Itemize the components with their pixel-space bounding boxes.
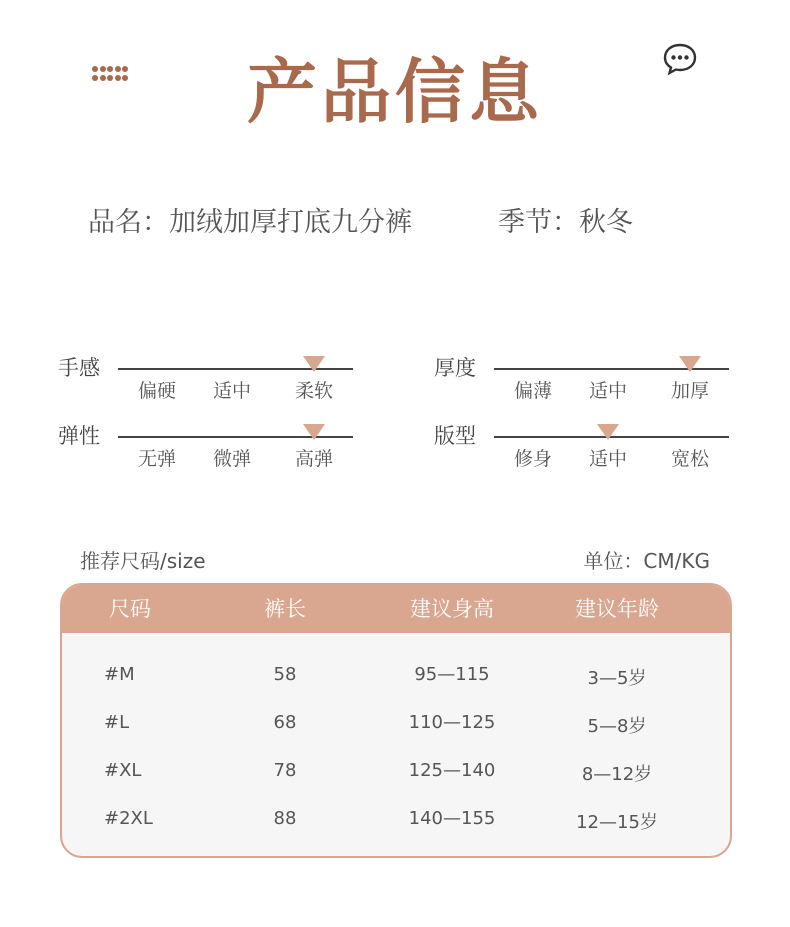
table-cell: 95—115 <box>414 664 490 685</box>
table-cell: 140—155 <box>408 808 496 829</box>
product-info <box>88 205 633 241</box>
table-header-cell: 建议身高 <box>410 597 494 621</box>
table-cell: #L <box>104 712 130 733</box>
table-cell: 110—125 <box>408 712 496 733</box>
table-cell: 5—8岁 <box>587 716 647 737</box>
scale-2 <box>58 424 358 494</box>
scale-label: 版型 <box>434 424 476 448</box>
table-header-cell: 尺码 <box>109 597 151 621</box>
scale-label: 厚度 <box>434 356 476 380</box>
scale-marker-icon <box>303 356 325 372</box>
table-cell: 88 <box>273 808 297 829</box>
size-table-heading: 推荐尺码/size <box>80 549 206 573</box>
table-cell: 8—12岁 <box>581 764 653 785</box>
scale-1 <box>434 356 734 426</box>
scale-option: 微弹 <box>212 448 251 470</box>
product-season: 季节：秋冬 <box>498 207 633 238</box>
scale-option: 无弹 <box>137 448 176 470</box>
table-cell: #XL <box>104 760 142 781</box>
table-cell: 3—5岁 <box>587 668 647 689</box>
size-table <box>60 583 732 858</box>
table-cell: 68 <box>273 712 297 733</box>
scale-label: 弹性 <box>58 424 100 448</box>
scale-3 <box>434 424 734 494</box>
scale-option: 高弹 <box>294 448 333 470</box>
scale-label: 手感 <box>58 356 100 380</box>
scale-marker-icon <box>303 424 325 440</box>
scale-option: 偏薄 <box>513 380 552 402</box>
scale-option: 修身 <box>513 448 552 470</box>
table-cell: #M <box>104 664 135 685</box>
table-header-cell: 裤长 <box>264 597 306 621</box>
size-table-unit: 单位：CM/KG <box>583 549 710 573</box>
table-cell: 12—15岁 <box>576 812 658 833</box>
scale-option: 宽松 <box>670 448 709 470</box>
product-name: 品名：加绒加厚打底九分裤 <box>88 207 412 238</box>
scale-option: 偏硬 <box>137 380 176 402</box>
table-cell: #2XL <box>104 808 153 829</box>
table-cell: 125—140 <box>408 760 496 781</box>
scale-option: 加厚 <box>670 380 709 402</box>
scale-marker-icon <box>597 424 619 440</box>
scale-marker-icon <box>679 356 701 372</box>
scale-option: 适中 <box>212 380 251 402</box>
scale-option: 适中 <box>588 448 627 470</box>
scale-0 <box>58 356 358 426</box>
table-cell: 78 <box>273 760 297 781</box>
page-title: 产品信息 <box>247 51 543 133</box>
scale-option: 适中 <box>588 380 627 402</box>
table-cell: 58 <box>273 664 297 685</box>
table-header-cell: 建议年龄 <box>575 597 659 621</box>
size-table-header <box>62 585 730 633</box>
scale-option: 柔软 <box>294 380 333 402</box>
